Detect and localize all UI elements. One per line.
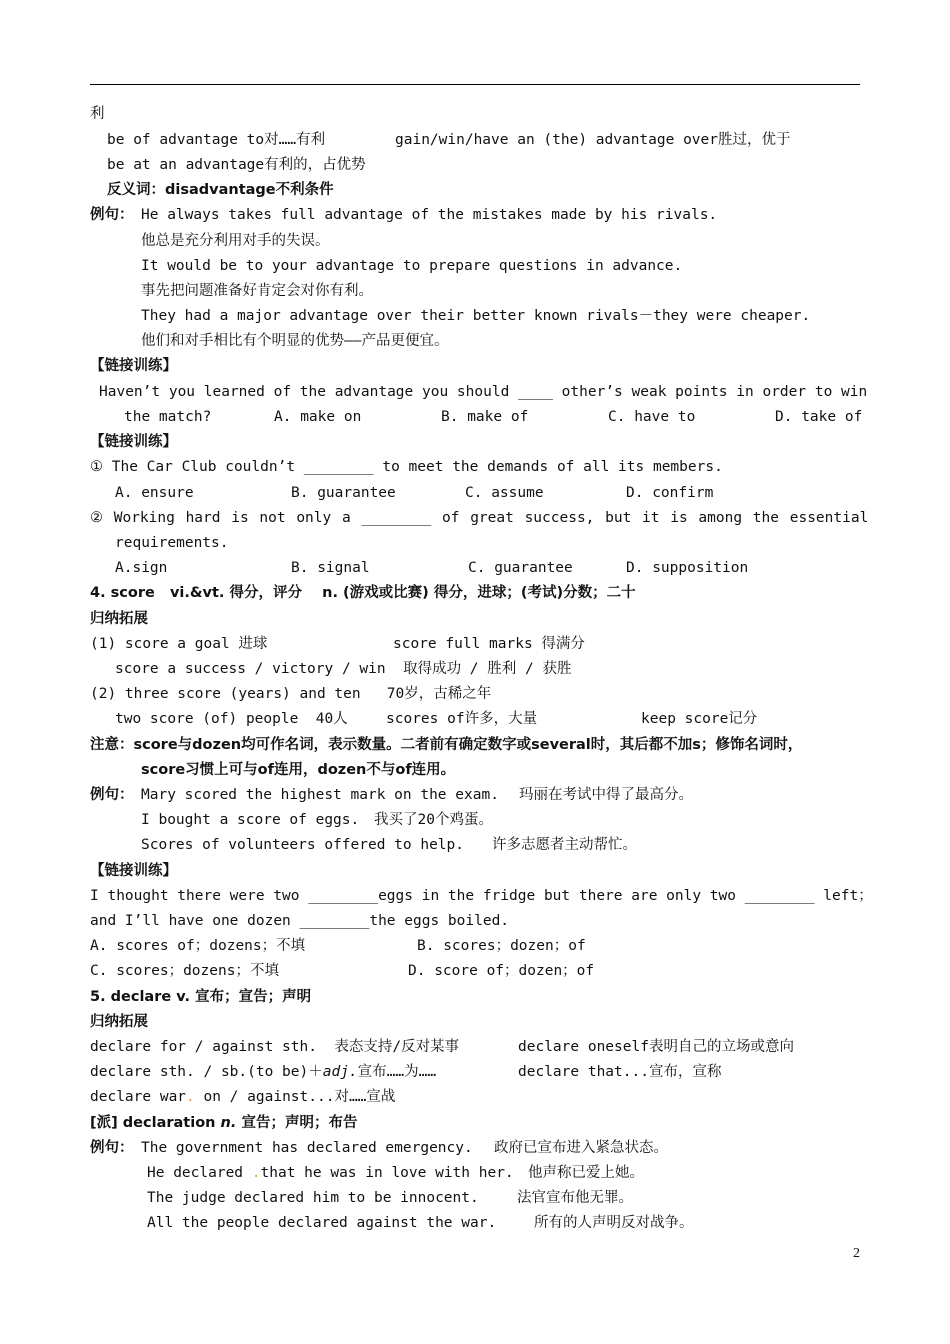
text-line: Scores of volunteers offered to help. — [141, 837, 465, 853]
text-line: 反义词：disadvantage不利条件 — [107, 182, 334, 198]
text-line: 玛丽在考试中得了最高分。 — [519, 787, 693, 803]
text-span: . — [186, 1089, 195, 1105]
text-line: score a success / victory / win 取得成功 / 胜利 / 获胜 — [115, 661, 572, 677]
option: B. signal — [291, 560, 370, 576]
text-line: keep score记分 — [641, 711, 758, 727]
option: D. take of — [775, 409, 863, 425]
text-span: that he was in love with her. — [260, 1165, 514, 1181]
page-number: 2 — [853, 1246, 860, 1261]
section-heading: 【链接训练】 — [90, 358, 177, 374]
section-heading: 归纳拓展 — [90, 1014, 148, 1030]
text-span: declare sth. / sb.(to be)＋ — [90, 1064, 323, 1080]
option: C. scores；dozens；不填 — [90, 963, 279, 979]
text-span: n. — [220, 1115, 237, 1131]
text-line — [90, 1062, 436, 1082]
text-line — [90, 1087, 395, 1107]
text-line: score full marks 得满分 — [393, 636, 585, 652]
option: D. supposition — [626, 560, 749, 576]
text-line: 法官宣布他无罪。 — [517, 1190, 633, 1206]
text-line: declare that...宣布，宣称 — [518, 1064, 722, 1080]
note-line: score习惯上可与of连用，dozen不与of连用。 — [141, 762, 456, 778]
text-line: 许多志愿者主动帮忙。 — [492, 837, 637, 853]
option: D. confirm — [626, 485, 714, 501]
option: A.sign — [115, 560, 168, 576]
note-line: 注意：score与dozen均可作名词，表示数量。二者前有确定数字或several时，其后都不加s；修饰名词时， — [90, 737, 803, 753]
option: C. assume — [465, 485, 544, 501]
option: D. score of；dozen；of — [408, 963, 595, 979]
option: A. scores of；dozens；不填 — [90, 938, 306, 954]
text-line: 所有的人声明反对战争。 — [534, 1215, 694, 1231]
section-heading: 归纳拓展 — [90, 611, 148, 627]
text-span: adj. — [322, 1064, 358, 1080]
text-line: 他总是充分利用对手的失误。 — [141, 233, 330, 249]
text-span: . — [251, 1165, 261, 1181]
text-line: two score (of) people 40人 — [115, 711, 348, 727]
text-line: They had a major advantage over their better known rivals－they were cheaper. — [141, 308, 811, 324]
text-line: Mary scored the highest mark on the exam. — [141, 787, 499, 803]
option: C. guarantee — [468, 560, 573, 576]
text-line: declare oneself表明自己的立场或意向 — [518, 1039, 794, 1055]
text-line: and I’ll have one dozen ________the eggs boiled. — [90, 913, 510, 929]
text-line: All the people declared against the war. — [147, 1215, 497, 1231]
example-label: 例句： — [90, 787, 134, 803]
text-line: be at an advantage有利的，占优势 — [107, 157, 366, 173]
option: A. make on — [274, 409, 362, 425]
text-line: The government has declared emergency. — [141, 1140, 473, 1156]
example-label: 例句： — [90, 1140, 134, 1156]
text-line: I thought there were two ________eggs in the fridge but there are only two ________ left； — [90, 888, 873, 904]
text-line: 他们和对手相比有个明显的优势——产品更便宜。 — [141, 333, 449, 349]
text-line: 政府已宣布进入紧急状态。 — [494, 1140, 668, 1156]
example-label: 例句： — [90, 207, 134, 223]
text-line — [147, 1163, 514, 1183]
text-span: He declared — [147, 1165, 252, 1181]
text-line: requirements. — [115, 535, 229, 551]
option: B. make of — [441, 409, 529, 425]
text-span: 宣布……为…… — [357, 1064, 437, 1080]
section-heading: 【链接训练】 — [90, 434, 177, 450]
text-line: declare for / against sth. 表态支持/反对某事 — [90, 1039, 460, 1055]
entry-heading: 5. declare v. 宣布；宣告；声明 — [90, 989, 312, 1005]
text-line: (2) three score (years) and ten 70岁，古稀之年 — [90, 686, 492, 702]
text-line: 他声称已爱上她。 — [528, 1165, 644, 1181]
header-rule — [90, 84, 860, 85]
section-heading: 【链接训练】 — [90, 863, 177, 879]
text-line: be of advantage to对……有利 — [107, 132, 326, 148]
text-line: (1) score a goal 进球 — [90, 636, 268, 652]
text-span: 宣告；声明；布告 — [236, 1115, 358, 1131]
text-line: 利 — [90, 106, 105, 122]
option: B. scores；dozen；of — [417, 938, 586, 954]
text-span: on / against...对……宣战 — [194, 1089, 396, 1105]
text-line: ① The Car Club couldn’t ________ to meet the demands of all its members. — [90, 459, 723, 475]
text-line: Haven’t you learned of the advantage you should ____ other’s weak points in order to win — [99, 384, 868, 400]
text-line: the match? — [124, 409, 212, 425]
option: A. ensure — [115, 485, 194, 501]
text-span: [派] declaration — [90, 1115, 221, 1131]
text-line: scores of许多，大量 — [386, 711, 538, 727]
text-line: The judge declared him to be innocent. — [147, 1190, 479, 1206]
text-line: I bought a score of eggs. — [141, 812, 360, 828]
text-line: 事先把问题准备好肯定会对你有利。 — [141, 283, 373, 299]
text-line: gain/win/have an (the) advantage over胜过，优于 — [395, 132, 791, 148]
text-line: It would be to your advantage to prepare questions in advance. — [141, 258, 683, 274]
option: B. guarantee — [291, 485, 396, 501]
text-line: ② Working hard is not only a ________ of great success, but it is among the essential — [90, 510, 869, 526]
text-line: He always takes full advantage of the mistakes made by his rivals. — [141, 207, 718, 223]
text-span: declare war — [90, 1089, 187, 1105]
option: C. have to — [608, 409, 696, 425]
derivative-line — [90, 1113, 357, 1133]
text-line: 我买了20个鸡蛋。 — [374, 812, 493, 828]
entry-heading: 4. score vi.&vt. 得分，评分 n. (游戏或比赛) 得分，进球；(考试)分数；二十 — [90, 585, 636, 601]
